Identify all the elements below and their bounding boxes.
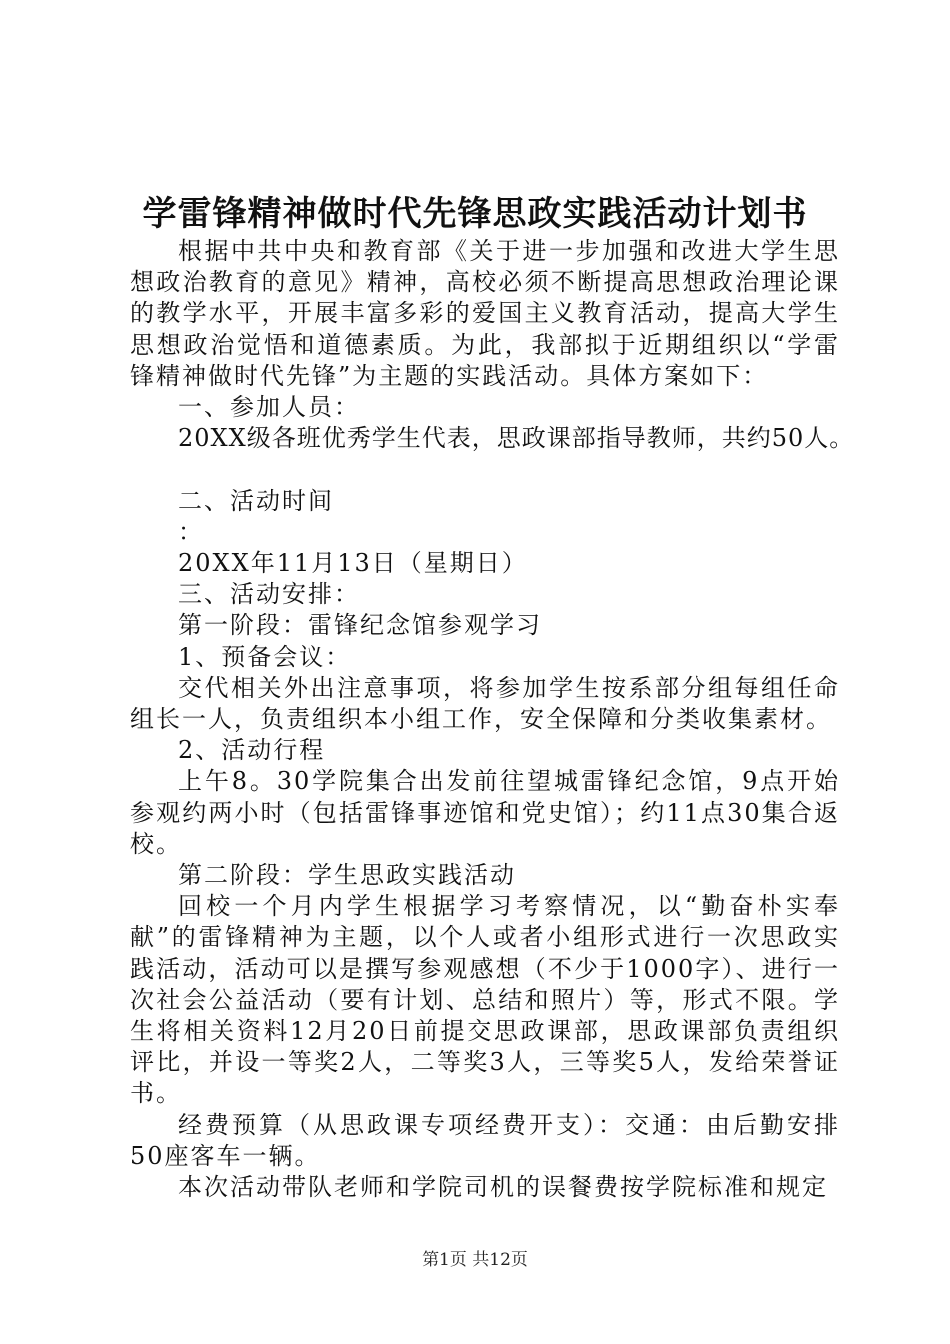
document-title: 学雷锋精神做时代先锋思政实践活动计划书 [142, 194, 808, 234]
time-text: 20XX年11月13日（星期日） [178, 549, 528, 578]
item-two-text: 上午8。30学院集合出发前往望城雷锋纪念馆，9点开始参观约两小时（包括雷锋事迹馆和党史馆）；约11点30集合返校。 [130, 767, 840, 858]
stage-one-heading: 第一阶段：雷锋纪念馆参观学习 [178, 611, 542, 640]
section-heading-time: 二、活动时间 [178, 486, 334, 515]
item-two-heading: 2、活动行程 [178, 736, 326, 765]
intro-paragraph: 根据中共中央和教育部《关于进一步加强和改进大学生思想政治教育的意见》精神，高校必须不断提高思想政治理论课的教学水平，开展丰富多彩的爱国主义教育活动，提高大学生思想政治觉悟和道德素质。为此，我部拟于近期组织以“学雷锋精神做时代先锋”为主题的实践活动。具体方案如下： [130, 237, 840, 390]
section-heading-participants: 一、参加人员： [178, 393, 360, 422]
stage-two-text: 回校一个月内学生根据学习考察情况，以“勤奋朴实奉献”的雷锋精神为主题，以个人或者小组形式进行一次思政实践活动，活动可以是撰写参观感想（不少于1000字）、进行一次社会公益活动（要有计划、总结和照片）等，形式不限。学生将相关资料12月20日前提交思政课部，思政课部负责组织评比，并设一等奖2人，二等奖3人，三等奖5人，发给荣誉证书。 [130, 892, 840, 1108]
section-heading-arrangement: 三、活动安排： [178, 580, 360, 609]
document-body [130, 236, 855, 1203]
budget-paragraph: 经费预算（从思政课专项经费开支）：交通：由后勤安排50座客车一辆。 [130, 1110, 840, 1170]
blank-line [130, 454, 840, 485]
meal-paragraph: 本次活动带队老师和学院司机的误餐费按学院标准和规定 [178, 1173, 828, 1202]
stage-two-heading: 第二阶段：学生思政实践活动 [178, 861, 516, 890]
item-one-text: 交代相关外出注意事项，将参加学生按系部分组每组任命组长一人，负责组织本小组工作，安全保障和分类收集素材。 [130, 673, 840, 734]
time-colon: ： [178, 517, 204, 546]
page-footer: 第1页 共12页 [422, 1250, 528, 1270]
participants-text: 20XX级各班优秀学生代表，思政课部指导教师，共约50人。 [178, 424, 855, 453]
item-one-heading: 1、预备会议： [178, 642, 352, 671]
